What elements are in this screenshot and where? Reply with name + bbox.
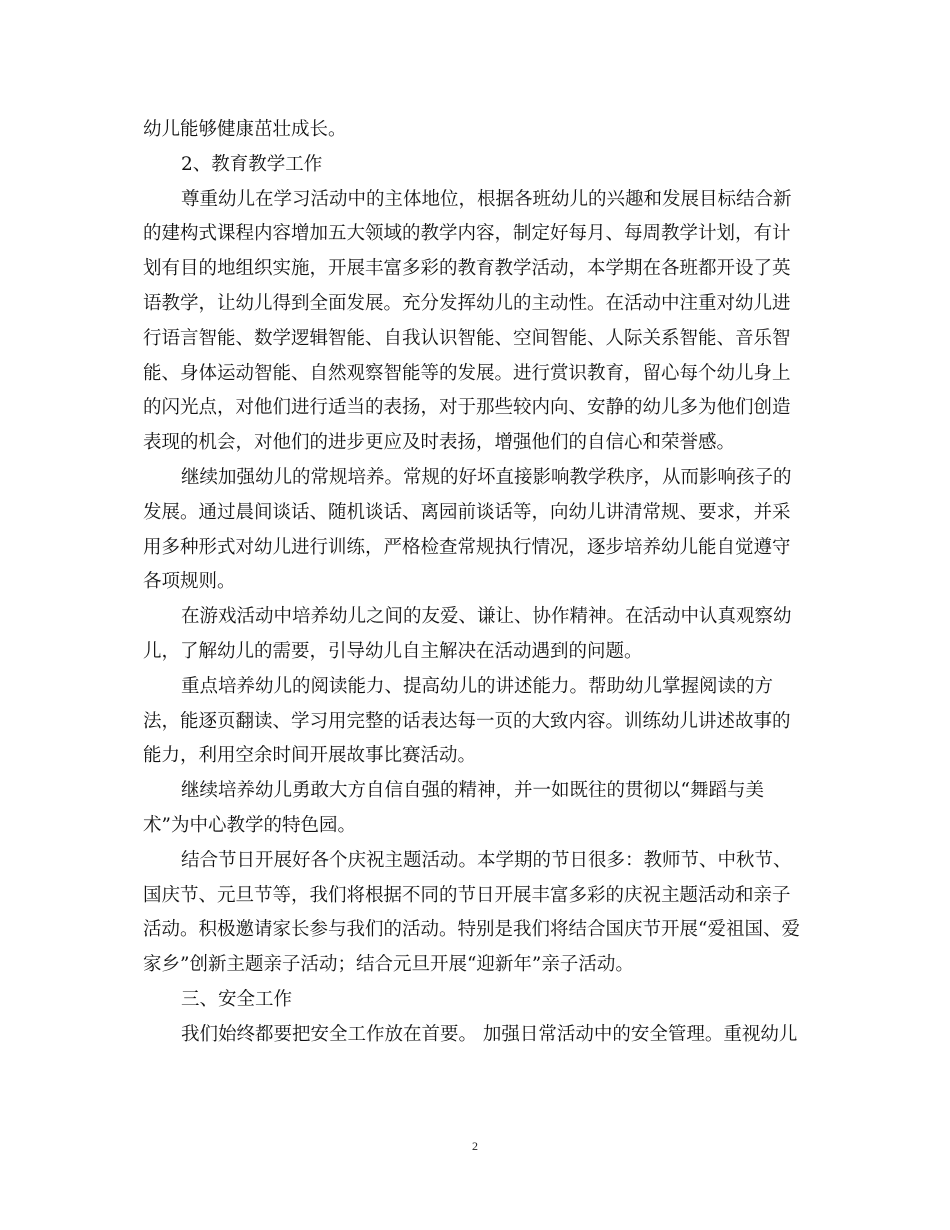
section-heading-safety: 三、安全工作: [181, 988, 293, 1010]
text-line: 继续培养幼儿勇敢大方自信自强的精神，并一如既往的贯彻以“舞蹈与美: [181, 780, 764, 802]
text-line: 国庆节、元旦节等，我们将根据不同的节日开展丰富多彩的庆祝主题活动和亲子: [143, 884, 791, 906]
text-line: 各项规则。: [143, 571, 236, 593]
text-line: 尊重幼儿在学习活动中的主体地位，根据各班幼儿的兴趣和发展目标结合新: [181, 188, 792, 210]
text-line: 儿，了解幼儿的需要，引导幼儿自主解决在活动遇到的问题。: [143, 640, 643, 662]
text-line: 发展。通过晨间谈话、随机谈话、离园前谈话等，向幼儿讲清常规、要求，并采: [143, 501, 791, 523]
text-line: 重点培养幼儿的阅读能力、提高幼儿的讲述能力。帮助幼儿掌握阅读的方: [181, 675, 774, 697]
text-line: 在游戏活动中培养幼儿之间的友爱、谦让、协作精神。在活动中认真观察幼: [181, 606, 792, 628]
section-heading-teaching: 2、教育教学工作: [181, 153, 323, 175]
text-line: 家乡”创新主题亲子活动；结合元旦开展“迎新年”亲子活动。: [143, 954, 634, 976]
text-line: 我们始终都要把安全工作放在首要。 加强日常活动中的安全管理。重视幼儿: [181, 1023, 798, 1045]
text-line: 能、身体运动智能、自然观察智能等的发展。进行赏识教育，留心每个幼儿身上: [143, 362, 791, 384]
text-line: 表现的机会，对他们的进步更应及时表扬，增强他们的自信心和荣誉感。: [143, 432, 736, 454]
text-line: 的闪光点，对他们进行适当的表扬，对于那些较内向、安静的幼儿多为他们创造: [143, 397, 791, 419]
document-body: [143, 113, 805, 1053]
text-line: 行语言智能、数学逻辑智能、自我认识智能、空间智能、人际关系智能、音乐智: [143, 327, 791, 349]
text-line: 的建构式课程内容增加五大领域的教学内容，制定好每月、每周教学计划，有计: [143, 223, 791, 245]
text-line: 法，能逐页翻读、学习用完整的话表达每一页的大致内容。训练幼儿讲述故事的: [143, 710, 791, 732]
text-line: 用多种形式对幼儿进行训练，严格检查常规执行情况，逐步培养幼儿能自觉遵守: [143, 536, 791, 558]
text-line: 语教学，让幼儿得到全面发展。充分发挥幼儿的主动性。在活动中注重对幼儿进: [143, 292, 791, 314]
text-line: 幼儿能够健康茁壮成长。: [143, 119, 347, 140]
text-line: 术”为中心教学的特色园。: [143, 814, 356, 836]
text-line: 结合节日开展好各个庆祝主题活动。本学期的节日很多：教师节、中秋节、: [181, 849, 792, 871]
text-line: 划有目的地组织实施，开展丰富多彩的教育教学活动，本学期在各班都开设了英: [143, 258, 791, 280]
text-line: 活动。积极邀请家长参与我们的活动。特别是我们将结合国庆节开展“爱祖国、爱: [143, 919, 800, 941]
page-number: 2: [472, 1139, 478, 1153]
text-line: 能力，利用空余时间开展故事比赛活动。: [143, 745, 477, 767]
text-line: 继续加强幼儿的常规培养。常规的好坏直接影响教学秩序，从而影响孩子的: [181, 466, 792, 488]
